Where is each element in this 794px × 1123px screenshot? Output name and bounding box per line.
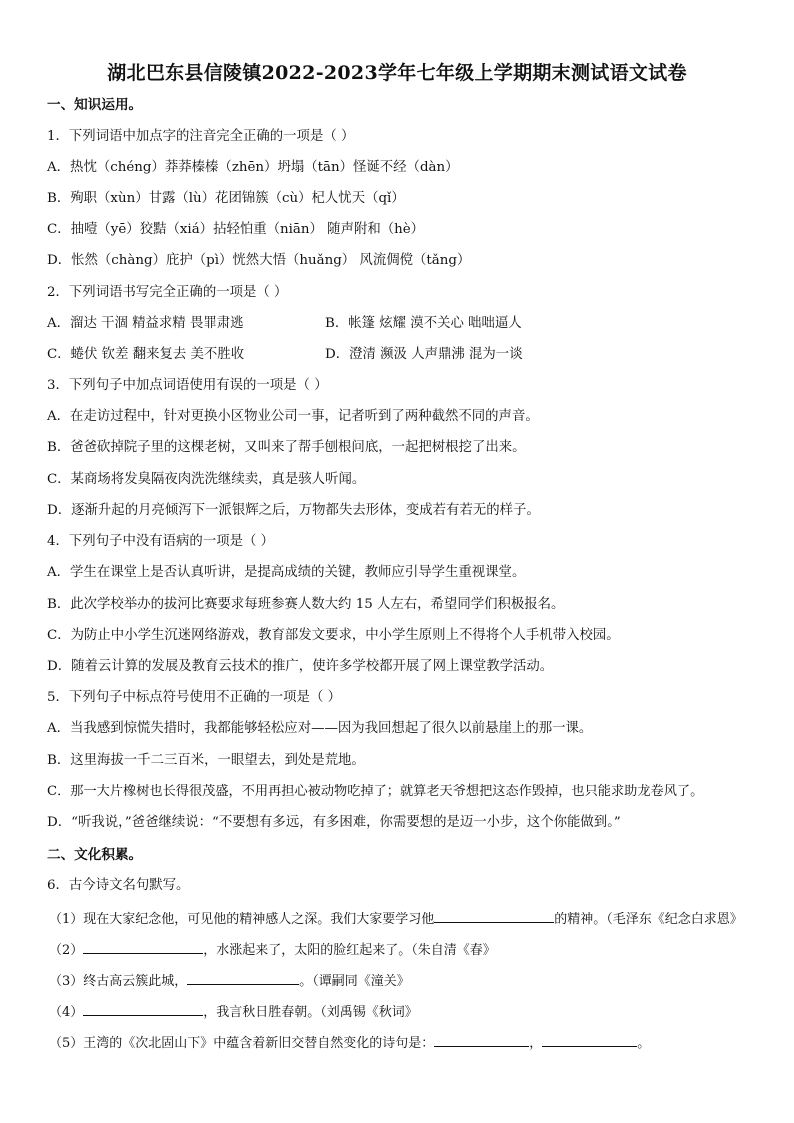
- question-3-option-c: C．某商场将发臭隔夜肉洗洗继续卖，真是骇人听闻。: [47, 472, 366, 487]
- item-5-comma: ，: [529, 1036, 543, 1051]
- question-2-option-b: B．帐篷 炫耀 漠不关心 咄咄逼人: [325, 316, 522, 331]
- item-1-text-after: 的精神。（毛泽东《纪念白求恩》: [554, 912, 743, 927]
- question-2-option-c: C．蜷伏 钦差 翻来复去 美不胜收: [47, 347, 245, 362]
- question-2-option-d: D．澄清 濒汲 人声鼎沸 混为一谈: [325, 347, 523, 362]
- answer-blank-5a[interactable]: [434, 1032, 529, 1047]
- question-5-option-d: D．“听我说，”爸爸继续说：“不要想有多远，有多困难，你需要想的是迈一小步，这个你能做到。”: [47, 815, 621, 830]
- question-4-option-c: C．为防止中小学生沉迷网络游戏，教育部发文要求，中小学生原则上不得将个人手机带入校园。: [47, 628, 620, 643]
- question-3-stem: 3．下列句子中加点词语使用有误的一项是（ ）: [47, 378, 328, 393]
- item-4-number: （4）: [49, 1005, 84, 1020]
- item-3-text-after: 。（谭嗣同《潼关》: [299, 974, 410, 989]
- question-3-option-a: A．在走访过程中，针对更换小区物业公司一事，记者听到了两种截然不同的声音。: [47, 409, 539, 424]
- item-2-text-after: ，水涨起来了，太阳的脸红起来了。（朱自清《春》: [203, 943, 496, 958]
- question-6-stem: 6．古今诗文名句默写。: [47, 878, 190, 893]
- question-4-option-b: B．此次学校举办的拔河比赛要求每班参赛人数大约 15 人左右，希望同学们积极报名。: [47, 597, 565, 612]
- item-1-text-before: （1）现在大家纪念他，可见他的精神感人之深。我们大家要学习他: [49, 912, 435, 927]
- question-1-option-d: D．怅然（chàng）庇护（pì）恍然大悟（huǎng） 风流倜傥（tǎng）: [47, 253, 471, 268]
- question-3-option-d: D．逐渐升起的月亮倾泻下一派银辉之后，万物都失去形体，变成若有若无的样子。: [47, 503, 540, 518]
- question-1-stem: 1．下列词语中加点字的注音完全正确的一项是（ ）: [47, 129, 355, 144]
- question-6-item-1: [49, 908, 743, 929]
- answer-blank-1[interactable]: [434, 908, 554, 923]
- question-4-option-d: D．随着云计算的发展及教育云技术的推广，使许多学校都开展了网上课堂教学活动。: [47, 659, 554, 674]
- question-1-option-c: C．抽噎（yē）狡黠（xiá）拈轻怕重（niān） 随声附和（hè）: [47, 222, 425, 237]
- question-5-option-c: C．那一大片橡树也长得很茂盛，不用再担心被动物吃掉了；就算老天爷想把这态作毁掉，也只能求助龙卷风了。: [47, 784, 704, 799]
- question-3-option-b: B．爸爸砍掉院子里的这棵老树，又叫来了帮手刨根问底，一起把树根挖了出来。: [47, 440, 526, 455]
- question-5-option-a: A．当我感到惊慌失措时，我都能够轻松应对——因为我回想起了很久以前悬崖上的那一课。: [47, 721, 593, 736]
- question-5-option-b: B．这里海拔一千二三百米，一眼望去，到处是荒地。: [47, 753, 365, 768]
- question-6-item-5: [49, 1032, 650, 1053]
- question-6-item-3: [49, 970, 410, 991]
- question-5-stem: 5．下列句子中标点符号使用不正确的一项是（ ）: [47, 690, 341, 705]
- answer-blank-3[interactable]: [187, 970, 299, 985]
- item-2-number: （2）: [49, 943, 84, 958]
- question-1-option-b: B．殉职（xùn）甘露（lù）花团锦簇（cù）杞人忧天（qǐ）: [47, 191, 405, 206]
- section-heading-knowledge: 一、知识运用。: [47, 97, 143, 113]
- question-6-item-4: [49, 1001, 418, 1022]
- section-heading-culture: 二、文化积累。: [47, 847, 143, 863]
- item-5-text-before: （5）王湾的《次北固山下》中蕴含着新旧交替自然变化的诗句是：: [49, 1036, 435, 1051]
- answer-blank-2[interactable]: [83, 939, 203, 954]
- question-1-option-a: A．热忱（chéng）莽莽榛榛（zhēn）坍塌（tān）怪诞不经（dàn）: [47, 160, 459, 175]
- item-5-period: 。: [637, 1036, 651, 1051]
- question-4-stem: 4．下列句子中没有语病的一项是（ ）: [47, 534, 275, 549]
- question-2-stem: 2．下列词语书写完全正确的一项是（ ）: [47, 285, 288, 300]
- question-6-item-2: [49, 939, 496, 960]
- exam-title: 湖北巴东县信陵镇2022-2023学年七年级上学期期末测试语文试卷: [107, 62, 687, 84]
- question-2-option-a: A．溜达 干涸 精益求精 畏罪肃逃: [47, 316, 244, 331]
- item-3-text-before: （3）终古高云簇此城，: [49, 974, 188, 989]
- answer-blank-5b[interactable]: [542, 1032, 637, 1047]
- answer-blank-4[interactable]: [83, 1001, 203, 1016]
- item-4-text-after: ，我言秋日胜春朝。（刘禹锡《秋词》: [203, 1005, 418, 1020]
- question-4-option-a: A．学生在课堂上是否认真听讲，是提高成绩的关键，教师应引导学生重视课堂。: [47, 565, 526, 580]
